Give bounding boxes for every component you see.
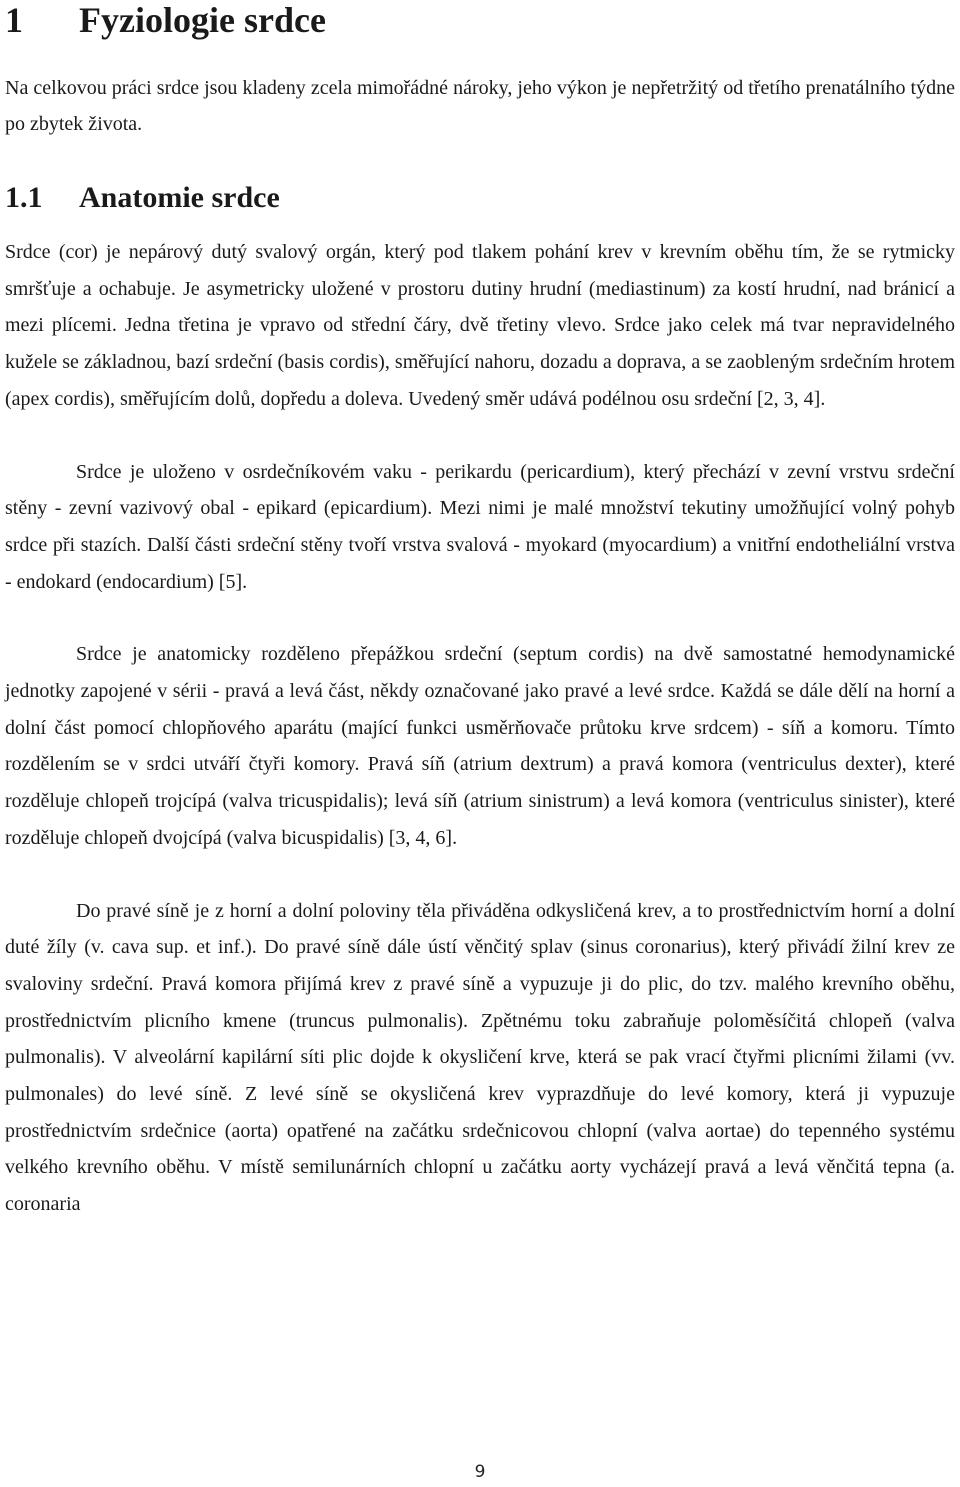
page-number: 9 <box>474 1462 486 1482</box>
chapter-title: Fyziologie srdce <box>79 0 326 40</box>
paragraph-heart-chambers: Srdce je anatomicky rozděleno přepážkou srdeční (septum cordis) na dvě samostatné hemodynamické jednotky zapojené v sérii - pravá a levá část, někdy označované jako pravé a levé srdce. Každá se dále dělí na horní a dolní část pomocí chlopňového aparátu (mající funkci usměrňovače průtoku krve srdcem) - síň a komoru. Tímto rozdělením se v srdci utváří čtyři komory. Pravá síň (atrium dextrum) a pravá komora (ventriculus dexter), které rozděluje chlopeň trojcípá (valva tricuspidalis); levá síň (atrium sinistrum) a levá komora (ventriculus sinister), které rozděluje chlopeň dvojcípá (valva bicuspidalis) [3, 4, 6]. <box>5 643 955 849</box>
chapter-number: 1 <box>5 0 23 40</box>
paragraph-blood-flow: Do pravé síně je z horní a dolní poloviny těla přiváděna odkysličená krev, a to prostřednictvím horní a dolní duté žíly (v. cava sup. et inf.). Do pravé síně dále ústí věnčitý splav (sinus coronarius), který přivádí žilní krev ze svaloviny srdeční. Pravá komora přijímá krev z pravé síně a vypuzuje ji do plic, do tzv. malého krevního oběhu, prostřednictvím plicního kmene (truncus pulmonalis). Zpětnému toku zabraňuje poloměsíčitá chlopeň (valva pulmonalis). V alveolární kapilární síti plic dojde k okysličení krve, která se pak vrací čtyřmi plicními žilami (vv. pulmonales) do levé síně. Z levé síně se okysličená krev vyprazdňuje do levé komory, která ji vypuzuje prostřednictvím srdečnice (aorta) opatřené na začátku srdečnicovou chlopní (valva aortae) do tepenného systému velkého krevního oběhu. V místě semilunárních chlopní u začátku aorty vycházejí pravá a levá věnčitá tepna (a. coronaria <box>5 899 955 1216</box>
chapter-heading <box>5 0 955 70</box>
paragraph-anatomy-overview: Srdce (cor) je nepárový dutý svalový orgán, který pod tlakem pohání krev v krevním oběhu tím, že se rytmicky smršťuje a ochabuje. Je asymetricky uložené v prostoru dutiny hrudní (mediastinum) za kostí hrudní, nad bránicí a mezi plícemi. Jedna třetina je vpravo od střední čáry, dvě třetiny vlevo. Srdce jako celek má tvar nepravidelného kužele se základnou, bazí srdeční (basis cordis), směřující nahoru, dozadu a doprava, a se zaobleným srdečním hrotem (apex cordis), směřujícím dolů, dopředu a doleva. Uvedený směr udává podélnou osu srdeční [2, 3, 4]. <box>5 241 955 410</box>
section-title: Anatomie srdce <box>79 181 280 214</box>
section-number: 1.1 <box>5 181 43 214</box>
intro-paragraph: Na celkovou práci srdce jsou kladeny zcela mimořádné nároky, jeho výkon je nepřetržitý od třetího prenatálního týdne po zbytek života. <box>5 77 955 135</box>
paragraph-pericardium: Srdce je uloženo v osrdečníkovém vaku - perikardu (pericardium), který přechází v zevní vrstvu srdeční stěny - zevní vazivový obal - epikard (epicardium). Mezi nimi je malé množství tekutiny umožňující volný pohyb srdce při stazích. Další části srdeční stěny tvoří vrstva svalová - myokard (myocardium) a vnitřní endotheliální vrstva - endokard (endocardium) [5]. <box>5 460 955 593</box>
section-heading <box>5 178 955 234</box>
